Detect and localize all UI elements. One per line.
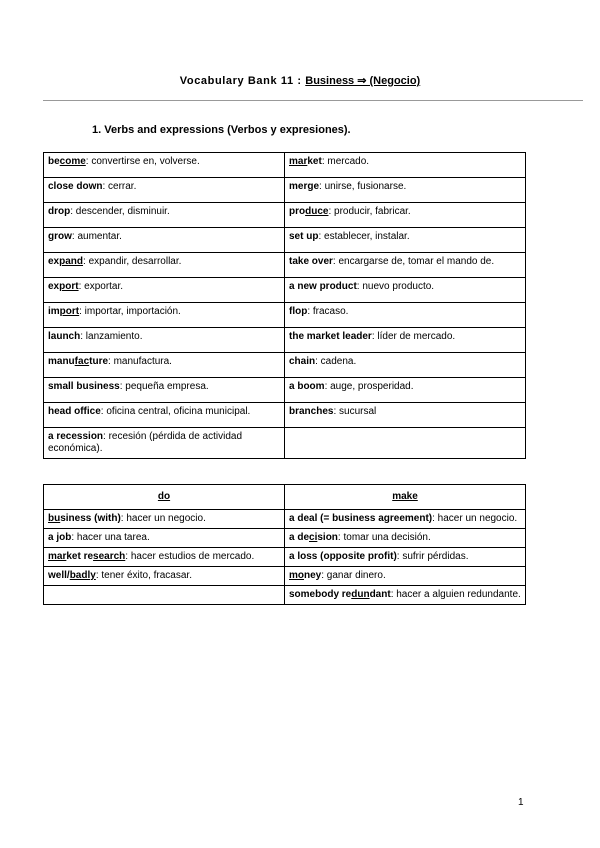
page-number: 1 [518,797,524,808]
vocab-cell [44,378,285,403]
vocabulary-table [43,152,526,459]
term-part: a loss (opposite profit) [289,551,397,562]
vocab-cell [285,178,526,203]
term-part: well [48,570,67,581]
term-part: port [59,306,80,317]
do-header: do [44,485,285,510]
term-part: drop [48,206,71,217]
term-part: small business [48,381,120,392]
definition: : mercado. [321,156,370,167]
title-subject: Business ⇒ (Negocio) [305,75,421,87]
title-main: Vocabulary Bank 11 : [179,75,306,87]
vocab-cell [285,510,526,529]
term-part: close down [48,181,103,192]
definition: : tomar una decisión. [337,532,431,543]
definition: : expandir, desarrollar. [83,256,182,267]
definition: : nuevo producto. [356,281,435,292]
term-part: ex [48,281,60,292]
vocab-cell [44,203,285,228]
definition: : hacer una tarea. [71,532,150,543]
definition: : tener éxito, fracasar. [95,570,192,581]
term-part: manu [48,356,75,367]
vocab-cell [44,278,285,303]
term-part: chain [289,356,316,367]
do-make-header-row [44,485,526,510]
vocab-cell [44,328,285,353]
vocab-cell [285,228,526,253]
vocab-cell [285,203,526,228]
term-part: ket [307,156,322,167]
table-row [44,353,526,378]
term-part: flop [289,306,308,317]
term-part: duce [305,206,329,217]
term-part: pand [59,256,84,267]
term-part: badly [69,570,96,581]
vocab-cell [285,428,526,459]
table-row [44,548,526,567]
definition: : establecer, instalar. [318,231,410,242]
definition: : auge, prosperidad. [324,381,414,392]
definition: : hacer estudios de mercado. [125,551,255,562]
vocab-cell [44,428,285,459]
term-part: dun [351,589,370,600]
table-row [44,228,526,253]
term-part: a new product [289,281,357,292]
term-part: a recession [48,431,104,442]
do-make-table [43,484,526,605]
term-part: sion [317,532,338,543]
vocab-cell [285,153,526,178]
definition: : hacer a alguien redundante. [390,589,521,600]
vocab-cell [285,548,526,567]
table-row [44,278,526,303]
vocab-cell [285,353,526,378]
definition: : convertirse en, volverse. [85,156,200,167]
vocab-cell [44,548,285,567]
term-part: / [66,570,70,581]
term-part: grow [48,231,72,242]
vocab-cell [44,178,285,203]
term-part: mar [289,156,308,167]
term-part: search [93,551,126,562]
definition: : ganar dinero. [321,570,386,581]
vocab-cell [285,378,526,403]
term-part: a deal (= business agreement) [289,513,433,524]
vocab-cell [285,303,526,328]
term-part: ci [309,532,318,543]
table-row [44,428,526,459]
term-part: a boom [289,381,325,392]
table-row [44,203,526,228]
definition: : exportar. [78,281,124,292]
definition: : producir, fabricar. [328,206,411,217]
table-row [44,567,526,586]
term-part: siness (with) [60,513,121,524]
term-part: pro [289,206,306,217]
definition: : encargarse de, tomar el mando de. [332,256,495,267]
term-part: somebody re [289,589,352,600]
term-part: the market leader [289,331,372,342]
table-row [44,378,526,403]
definition: : manufactura. [108,356,172,367]
table-row [44,153,526,178]
definition: : pequeña empresa. [119,381,209,392]
vocab-cell [44,567,285,586]
term-part: launch [48,331,81,342]
vocab-cell [285,567,526,586]
table-row [44,253,526,278]
definition: : fracaso. [307,306,349,317]
definition: : aumentar. [71,231,122,242]
table-row [44,328,526,353]
term-part: come [59,156,86,167]
term-part: ex [48,256,60,267]
table-row [44,403,526,428]
definition: : unirse, fusionarse. [319,181,407,192]
term-part: branches [289,406,334,417]
term-part: ket re [66,551,94,562]
term-part: fac [74,356,90,367]
definition: : sucursal [333,406,377,417]
vocab-cell [285,328,526,353]
vocab-cell [285,586,526,605]
definition: : importar, importación. [79,306,181,317]
definition: : líder de mercado. [371,331,456,342]
table-row [44,586,526,605]
term-part: set up [289,231,319,242]
vocab-cell [44,303,285,328]
table-row [44,178,526,203]
vocab-cell [285,278,526,303]
vocab-cell [285,529,526,548]
term-part: port [59,281,79,292]
document-title [0,74,600,87]
vocab-cell [44,353,285,378]
term-part: be [48,156,60,167]
definition: : recesión (pérdida de actividad económica). [48,431,243,454]
table-row [44,529,526,548]
term-part: mar [48,551,67,562]
vocab-cell [44,253,285,278]
section-heading: 1. Verbs and expressions (Verbos y expresiones). [92,124,351,136]
header-rule [43,100,583,101]
vocab-cell [44,228,285,253]
definition: : hacer un negocio. [120,513,206,524]
term-part: bu [48,513,61,524]
table-row [44,510,526,529]
term-part: a de [289,532,310,543]
vocab-cell [44,153,285,178]
term-part: head office [48,406,101,417]
vocab-cell [285,253,526,278]
make-header: make [285,485,526,510]
definition: : hacer un negocio. [432,513,518,524]
definition: : cadena. [315,356,357,367]
term-part: dant [369,589,391,600]
table-row [44,303,526,328]
term-part: a job [48,532,72,543]
definition: : lanzamiento. [80,331,143,342]
term-part: ney [304,570,322,581]
term-part: mo [289,570,304,581]
vocab-cell [44,586,285,605]
term-part: im [48,306,60,317]
vocab-cell [44,403,285,428]
vocab-cell [44,529,285,548]
definition: : cerrar. [102,181,137,192]
term-part: merge [289,181,320,192]
term-part: take over [289,256,333,267]
definition: : sufrir pérdidas. [396,551,469,562]
vocab-cell [285,403,526,428]
definition: : oficina central, oficina municipal. [100,406,251,417]
vocab-cell [44,510,285,529]
definition: : descender, disminuir. [70,206,170,217]
term-part: ture [89,356,109,367]
